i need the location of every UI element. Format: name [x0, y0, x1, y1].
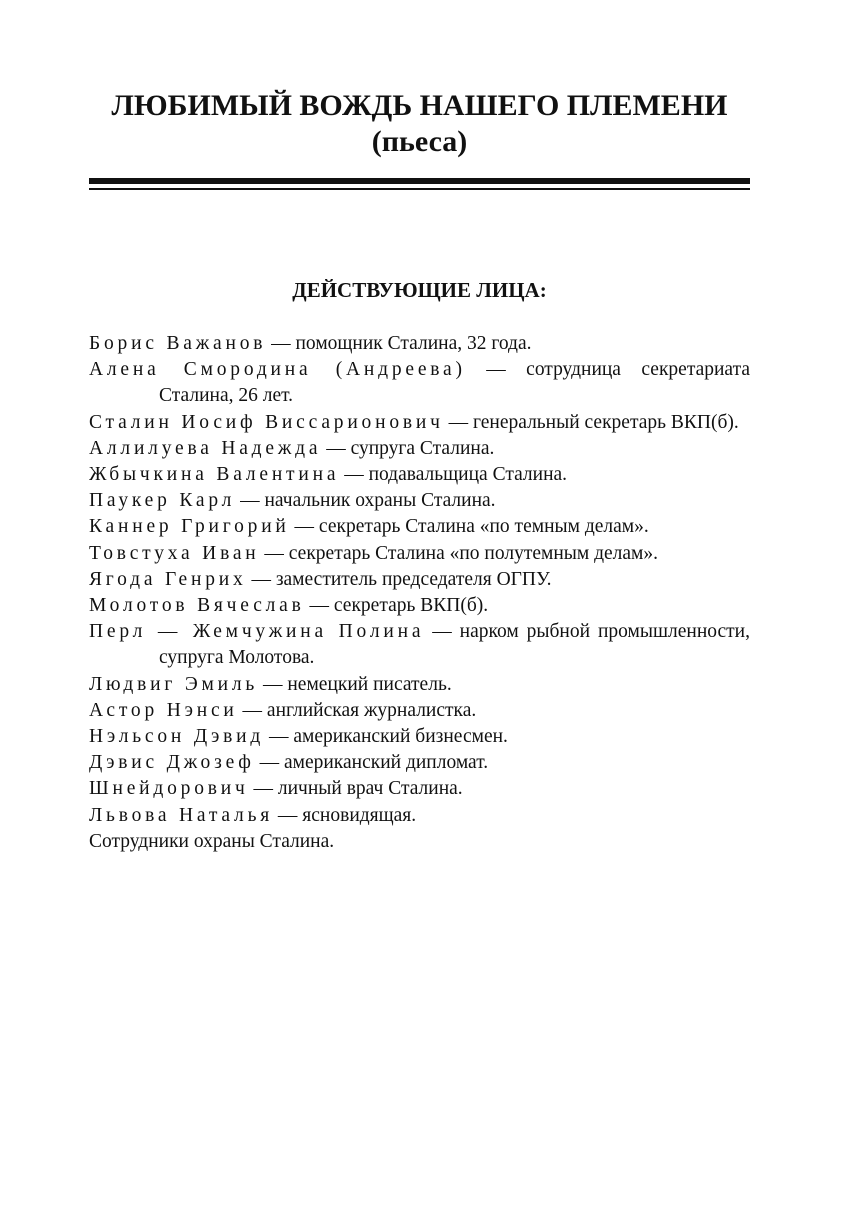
- cast-item: [89, 488, 750, 514]
- cast-desc: — начальник охраны Сталина.: [235, 490, 496, 512]
- cast-item: [89, 410, 750, 436]
- play-title-line2: (пьеса): [371, 125, 468, 158]
- cast-item: [89, 672, 750, 698]
- cast-item: [89, 724, 750, 750]
- cast-desc: — подавальщица Сталина.: [339, 464, 568, 486]
- cast-desc: — личный врач Сталина.: [248, 778, 463, 800]
- cast-item: [89, 462, 750, 488]
- cast-desc: — помощник Сталина, 32 года.: [266, 333, 532, 354]
- title-rule-thick: [89, 178, 750, 184]
- cast-name: Паукер Карл: [89, 490, 236, 512]
- cast-name: Людвиг Эмиль: [89, 673, 259, 695]
- cast-item: [89, 619, 750, 671]
- cast-desc: — секретарь Сталина «по темным делам».: [289, 516, 649, 538]
- cast-name: Ягода Генрих: [89, 568, 247, 590]
- play-title: [89, 88, 750, 160]
- play-title-line1: ЛЮБИМЫЙ ВОЖДЬ НАШЕГО ПЛЕМЕНИ: [111, 89, 728, 122]
- cast-item: [89, 698, 750, 724]
- cast-item: [89, 541, 750, 567]
- cast-heading: ДЕЙСТВУЮЩИЕ ЛИЦА:: [292, 278, 547, 302]
- cast-desc: — американский бизнесмен.: [264, 726, 508, 748]
- cast-desc: — сотрудница секретариата Сталина, 26 лет.: [159, 359, 750, 407]
- cast-desc: — секретарь Сталина «по полутемным делам».: [259, 542, 659, 564]
- cast-list: [89, 331, 750, 855]
- cast-name: Борис Важанов: [89, 333, 267, 354]
- cast-name: Алена Смородина (Андреева): [89, 359, 466, 381]
- cast-name: Дэвис Джозеф: [89, 752, 255, 774]
- cast-item: [89, 436, 750, 462]
- cast-item: [89, 567, 750, 593]
- cast-name: Нэльсон Дэвид: [89, 726, 265, 748]
- cast-name: Молотов Вячеслав: [89, 595, 305, 617]
- cast-desc: — генеральный секретарь ВКП(б).: [443, 411, 739, 433]
- cast-desc: — секретарь ВКП(б).: [304, 595, 489, 617]
- cast-desc: — немецкий писатель.: [258, 673, 452, 695]
- cast-name: Львова Наталья: [89, 804, 274, 826]
- cast-desc: — ясновидящая.: [273, 804, 417, 826]
- cast-name: Перл — Жемчужина Полина: [89, 621, 425, 643]
- cast-desc: — английская журналистка.: [237, 699, 477, 721]
- cast-item: [89, 750, 750, 776]
- cast-desc: — американский дипломат.: [254, 752, 489, 774]
- cast-item: [89, 514, 750, 540]
- cast-name: Астор Нэнси: [89, 699, 238, 721]
- cast-name: Шнейдорович: [89, 778, 249, 800]
- cast-desc: — заместитель председателя ОГПУ.: [246, 568, 552, 590]
- cast-desc: Сотрудники охраны Сталина.: [89, 830, 335, 852]
- cast-name: Каннер Григорий: [89, 516, 290, 538]
- cast-item: [89, 829, 750, 855]
- cast-item: [89, 357, 750, 409]
- title-rule-thin: [89, 188, 750, 190]
- cast-name: Аллилуева Надежда: [89, 437, 322, 459]
- cast-name: Жбычкина Валентина: [89, 464, 340, 486]
- cast-item: [89, 776, 750, 802]
- cast-item: [89, 803, 750, 829]
- cast-desc: — нарком рыбной промышленности, супруга Молотова.: [159, 621, 750, 669]
- cast-item: [89, 593, 750, 619]
- cast-name: Товстуха Иван: [89, 542, 260, 564]
- cast-item: [89, 331, 750, 357]
- cast-desc: — супруга Сталина.: [321, 437, 495, 459]
- cast-name: Сталин Иосиф Виссарионович: [89, 411, 444, 433]
